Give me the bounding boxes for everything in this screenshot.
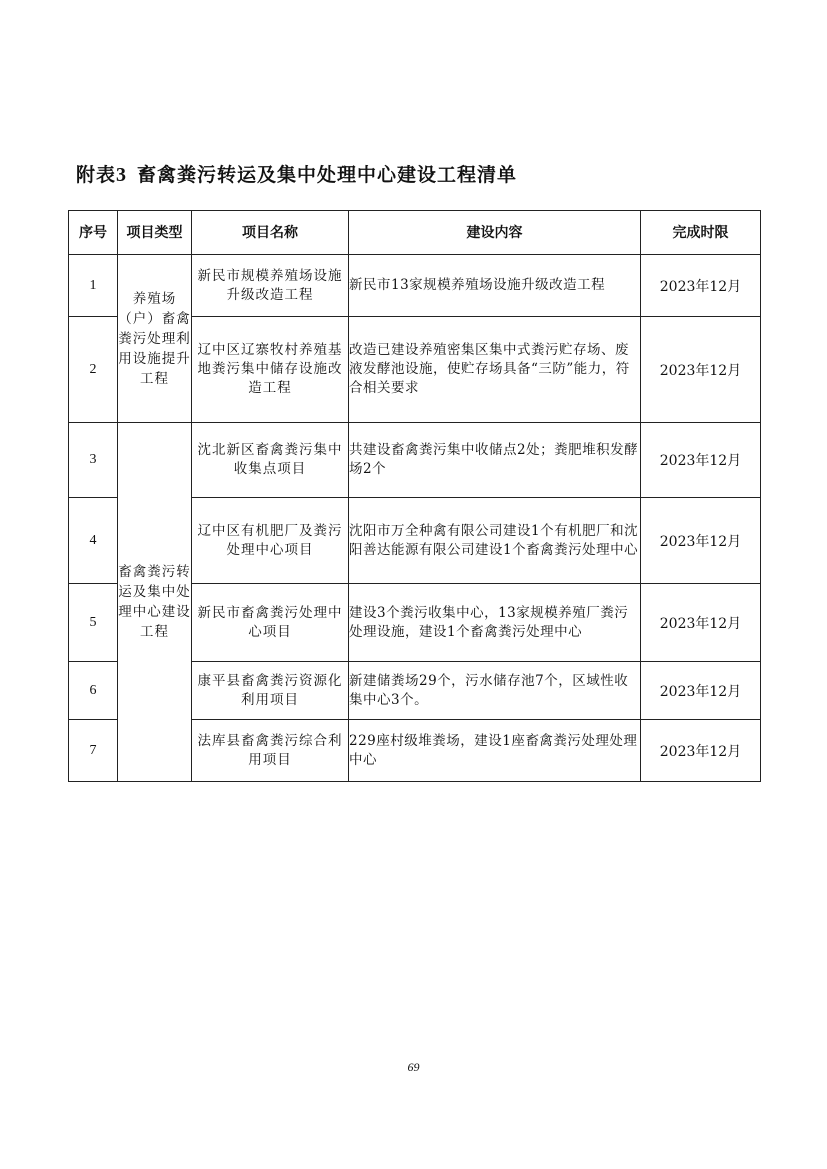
project-table bbox=[68, 210, 761, 782]
project-name: 新民市规模养殖场设施升级改造工程 bbox=[192, 255, 349, 317]
project-content: 建设3个粪污收集中心，13家规模养殖厂粪污处理设施，建设1个畜禽粪污处理中心 bbox=[349, 584, 641, 662]
project-content: 沈阳市万全种禽有限公司建设1个有机肥厂和沈阳善达能源有限公司建设1个畜禽粪污处理中心 bbox=[349, 498, 641, 584]
row-no: 2 bbox=[69, 317, 118, 423]
table-header-row bbox=[69, 211, 761, 255]
project-name: 法库县畜禽粪污综合利用项目 bbox=[192, 720, 349, 782]
project-content: 229座村级堆粪场，建设1座畜禽粪污处理处理中心 bbox=[349, 720, 641, 782]
row-no: 7 bbox=[69, 720, 118, 782]
header-deadline: 完成时限 bbox=[641, 211, 761, 255]
table-row bbox=[69, 255, 761, 317]
header-name: 项目名称 bbox=[192, 211, 349, 255]
document-title bbox=[76, 160, 517, 187]
project-deadline: 2023年12月 bbox=[641, 498, 761, 584]
project-deadline: 2023年12月 bbox=[641, 720, 761, 782]
row-no: 1 bbox=[69, 255, 118, 317]
project-name: 辽中区有机肥厂及粪污处理中心项目 bbox=[192, 498, 349, 584]
project-content: 改造已建设养殖密集区集中式粪污贮存场、废液发酵池设施，使贮存场具备“三防”能力，符合相关要求 bbox=[349, 317, 641, 423]
project-deadline: 2023年12月 bbox=[641, 584, 761, 662]
project-content: 新建储粪场29个，污水储存池7个，区域性收集中心3个。 bbox=[349, 662, 641, 720]
header-no: 序号 bbox=[69, 211, 118, 255]
project-deadline: 2023年12月 bbox=[641, 423, 761, 498]
header-content: 建设内容 bbox=[349, 211, 641, 255]
project-name: 康平县畜禽粪污资源化利用项目 bbox=[192, 662, 349, 720]
title-number: 3 bbox=[116, 164, 128, 186]
row-no: 4 bbox=[69, 498, 118, 584]
row-no: 6 bbox=[69, 662, 118, 720]
page-number: 69 bbox=[407, 1060, 420, 1074]
project-name: 沈北新区畜禽粪污集中收集点项目 bbox=[192, 423, 349, 498]
header-type: 项目类型 bbox=[118, 211, 192, 255]
project-type-group: 畜禽粪污转运及集中处理中心建设工程 bbox=[118, 423, 192, 782]
table-row bbox=[69, 423, 761, 498]
project-content: 新民市13家规模养殖场设施升级改造工程 bbox=[349, 255, 641, 317]
project-name: 辽中区辽寨牧村养殖基地粪污集中储存设施改造工程 bbox=[192, 317, 349, 423]
project-deadline: 2023年12月 bbox=[641, 317, 761, 423]
row-no: 5 bbox=[69, 584, 118, 662]
project-name: 新民市畜禽粪污处理中心项目 bbox=[192, 584, 349, 662]
row-no: 3 bbox=[69, 423, 118, 498]
project-deadline: 2023年12月 bbox=[641, 662, 761, 720]
title-prefix: 附表 bbox=[76, 164, 117, 186]
project-content: 共建设畜禽粪污集中收储点2处；粪肥堆积发酵场2个 bbox=[349, 423, 641, 498]
project-type-group: 养殖场（户）畜禽粪污处理利用设施提升工程 bbox=[118, 255, 192, 423]
project-deadline: 2023年12月 bbox=[641, 255, 761, 317]
title-text: 畜禽粪污转运及集中处理中心建设工程清单 bbox=[137, 164, 518, 186]
